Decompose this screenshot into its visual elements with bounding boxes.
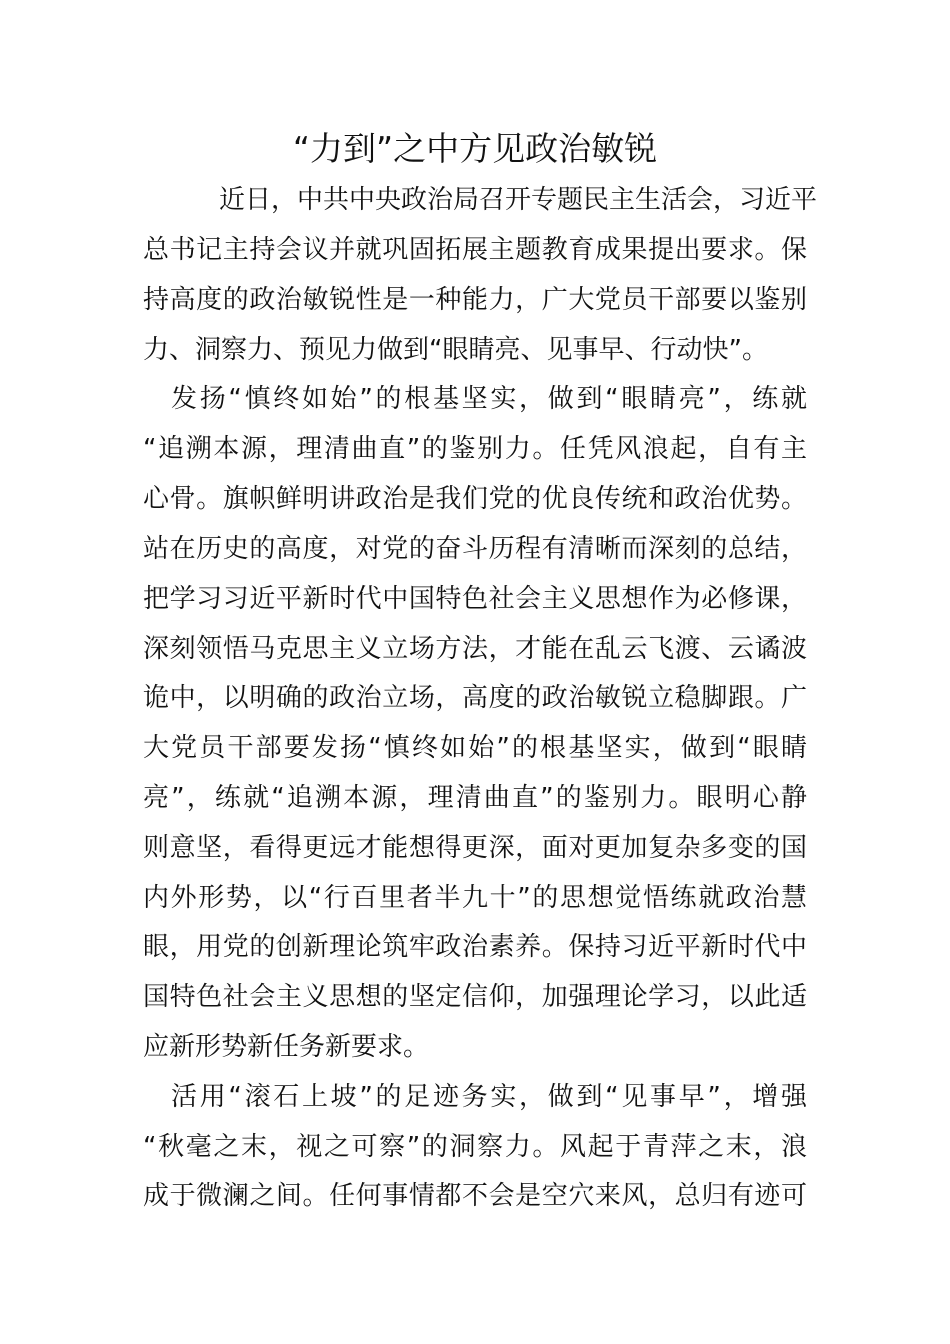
text-line: 力、洞察力、预见力做到“眼睛亮、见事早、行动快”。 xyxy=(143,335,768,365)
text-line: 总书记主持会议并就巩固拓展主题教育成果提出要求。保 xyxy=(143,235,807,265)
text-line: 站在历史的高度，对党的奋斗历程有清晰而深刻的总结， xyxy=(143,534,807,564)
text-line: 活用“滚石上坡”的足迹务实，做到“见事早”，增强 xyxy=(171,1082,807,1112)
text-line: 心骨。旗帜鲜明讲政治是我们党的优良传统和政治优势。 xyxy=(143,484,807,514)
text-line: 国特色社会主义思想的坚定信仰，加强理论学习，以此适 xyxy=(143,982,807,1012)
text-line: 把学习习近平新时代中国特色社会主义思想作为必修课， xyxy=(143,584,807,614)
document-title: “力到”之中方见政治敏锐 xyxy=(292,129,658,168)
text-line: “秋毫之末，视之可察”的洞察力。风起于青萍之末，浪 xyxy=(143,1132,807,1162)
text-line: “追溯本源，理清曲直”的鉴别力。任凭风浪起，自有主 xyxy=(143,434,807,464)
text-line: 持高度的政治敏锐性是一种能力，广大党员干部要以鉴别 xyxy=(143,285,807,315)
text-line: 发扬“慎终如始”的根基坚实，做到“眼睛亮”，练就 xyxy=(171,384,807,414)
text-line: 内外形势，以“行百里者半九十”的思想觉悟练就政治慧 xyxy=(143,883,807,913)
text-line: 则意坚，看得更远才能想得更深，面对更加复杂多变的国 xyxy=(143,833,807,863)
text-line: 亮”，练就“追溯本源，理清曲直”的鉴别力。眼明心静 xyxy=(143,783,807,813)
text-line: 眼，用党的创新理论筑牢政治素养。保持习近平新时代中 xyxy=(143,932,807,962)
text-line: 深刻领悟马克思主义立场方法，才能在乱云飞渡、云谲波 xyxy=(143,634,807,664)
text-line: 应新形势新任务新要求。 xyxy=(143,1032,430,1062)
text-line: 大党员干部要发扬“慎终如始”的根基坚实，做到“眼睛 xyxy=(143,733,807,763)
text-line: 近日，中共中央政治局召开专题民主生活会，习近平 xyxy=(219,185,818,215)
text-line: 诡中，以明确的政治立场，高度的政治敏锐立稳脚跟。广 xyxy=(143,683,807,713)
text-line: 成于微澜之间。任何事情都不会是空穴来风，总归有迹可 xyxy=(143,1181,807,1211)
